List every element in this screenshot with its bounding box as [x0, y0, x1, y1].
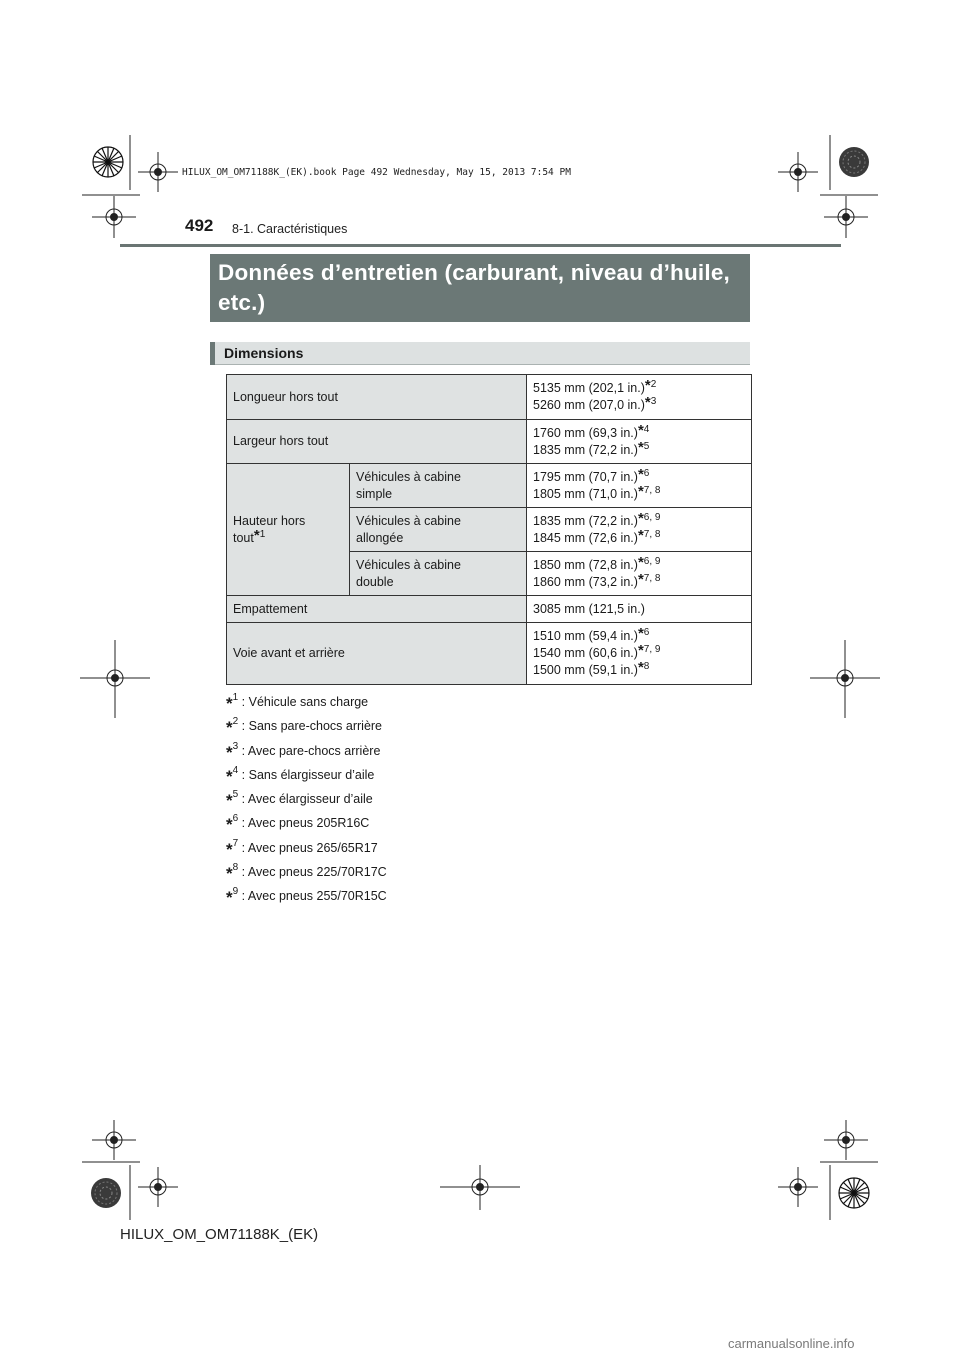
- footnote: *$^9$ : Avec pneus 255/70R15C: [226, 886, 387, 908]
- width-label: Largeur hors tout: [227, 420, 527, 464]
- page-title: Données d’entretien (carburant, niveau d’huile, etc.): [218, 260, 730, 315]
- subheading-bar: [210, 342, 750, 365]
- width-value: 1760 mm (69,3 in.)$^{*4}$ 1835 mm (72,2 in.)$^{*5}$: [527, 420, 752, 464]
- footnote: *$^2$ : Sans pare-chocs arrière: [226, 716, 383, 738]
- footnote: *$^5$ : Avec élargisseur d’aile: [226, 789, 373, 811]
- table-row: [227, 420, 752, 464]
- table-row: [227, 623, 752, 685]
- footnote: *$^6$ : Avec pneus 205R16C: [226, 813, 370, 835]
- subheading: Dimensions: [224, 345, 304, 361]
- footnote: *$^7$ : Avec pneus 265/65R17: [226, 837, 378, 859]
- header-rule: [120, 244, 841, 247]
- subheading-accent: [210, 342, 215, 365]
- starburst-mark: [93, 147, 123, 177]
- wheelbase-value: 3085 mm (121,5 in.): [527, 596, 752, 623]
- height-sublabel: Véhicules à cabine allongée: [350, 508, 527, 552]
- watermark-link[interactable]: carmanualsonline.info: [728, 1336, 855, 1351]
- table-row: [227, 375, 752, 420]
- footnote: *$^4$ : Sans élargisseur d’aile: [226, 764, 375, 786]
- footnotes: [226, 690, 387, 909]
- section-header: 8-1. Caractéristiques: [232, 222, 348, 236]
- footnote: *$^3$ : Avec pare-chocs arrière: [226, 740, 381, 762]
- length-label: Longueur hors tout: [227, 375, 527, 420]
- height-sublabel: Véhicules à cabine double: [350, 552, 527, 596]
- footnote: *$^8$ : Avec pneus 225/70R17C: [226, 862, 387, 884]
- height-value: 1850 mm (72,8 in.)$^{*6, 9}$ 1860 mm (73,2 in.)$^{*7, 8}$: [527, 552, 752, 596]
- table-row: [227, 464, 752, 508]
- length-value: 5135 mm (202,1 in.)$^{*2}$ 5260 mm (207,0 in.)$^{*3}$: [527, 375, 752, 420]
- registration-mark: [138, 152, 178, 192]
- halftone-mark: [839, 147, 869, 177]
- table-row: [227, 596, 752, 623]
- height-value: 1795 mm (70,7 in.)$^{*6}$ 1805 mm (71,0 in.)$^{*7, 8}$: [527, 464, 752, 508]
- footnote: *$^1$ : Véhicule sans charge: [226, 692, 369, 713]
- height-value: 1835 mm (72,2 in.)$^{*6, 9}$ 1845 mm (72,6 in.)$^{*7, 8}$: [527, 508, 752, 552]
- dimensions-table: [226, 374, 752, 685]
- page-number: 492: [185, 216, 214, 235]
- title-banner: [210, 254, 750, 322]
- height-label: Hauteur hors tout$^{*1}$: [227, 464, 350, 596]
- tread-label: Voie avant et arrière: [227, 623, 527, 685]
- footer-document-code: HILUX_OM_OM71188K_(EK): [120, 1226, 319, 1243]
- tread-value: 1510 mm (59,4 in.)$^{*6}$ 1540 mm (60,6 in.)$^{*7, 9}$ 1500 mm (59,1 in.)$^{*8}$: [527, 623, 752, 685]
- wheelbase-label: Empattement: [227, 596, 527, 623]
- height-sublabel: Véhicules à cabine simple: [350, 464, 527, 508]
- file-slug: HILUX_OM_OM71188K_(EK).book Page 492 Wednesday, May 15, 2013 7:54 PM: [182, 167, 571, 178]
